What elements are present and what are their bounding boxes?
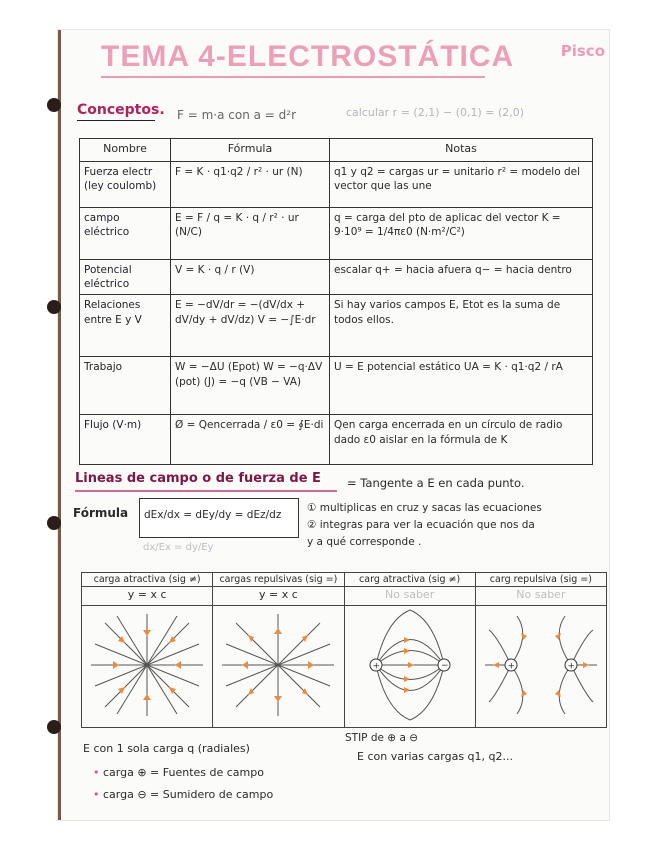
table-row bbox=[80, 295, 593, 357]
outward-field-svg bbox=[214, 606, 342, 724]
multiple-charges-note: E con varias cargas q1, q2... bbox=[357, 750, 514, 763]
row-formula: V = K · q / r (V) bbox=[171, 260, 330, 295]
svg-text:+: + bbox=[372, 661, 380, 672]
col-header: carg repulsiva (sig =) bbox=[475, 573, 606, 587]
row-notes: q1 y q2 = cargas ur = unitario r² = modelo del vector que las une bbox=[330, 162, 593, 208]
row-notes: Si hay varios campos E, Etot es la suma de todos ellos. bbox=[330, 295, 593, 357]
formula-steps bbox=[307, 500, 542, 550]
binder-hole bbox=[47, 98, 61, 112]
outward-field-diagram bbox=[213, 606, 344, 728]
faint-fraction: dx/Ex = dy/Ey bbox=[143, 542, 214, 553]
bullet-positive bbox=[93, 766, 264, 779]
row-formula: Ø = Qencerrada / ε0 = ∮E·di bbox=[171, 415, 330, 465]
binder-hole bbox=[47, 720, 61, 734]
row-formula: E = −dV/dr = −(dV/dx + dV/dy + dV/dz) V = −∫E·dr bbox=[171, 295, 330, 357]
page-title: TEMA 4-ELECTROSTÁTICA bbox=[101, 40, 515, 73]
lineas-heading: Lineas de campo o de fuerza de E bbox=[75, 471, 321, 486]
row-name: Potencial eléctrico bbox=[80, 260, 171, 295]
step-3: y a qué corresponde . bbox=[307, 535, 422, 548]
binder-hole bbox=[47, 516, 61, 530]
row-formula: W = −ΔU (Epot) W = −q·ΔV (pot) (J) = −q (VB − VA) bbox=[171, 357, 330, 415]
row-notes: escalar q+ = hacia afuera q− = hacia dentro bbox=[330, 260, 593, 295]
row-notes: U = E potencial estático UA = K · q1·q2 / rA bbox=[330, 357, 593, 415]
col-header: carga atractiva (sig ≠) bbox=[82, 573, 213, 587]
equation: y = x c bbox=[82, 587, 213, 606]
bullet-negative bbox=[93, 788, 273, 801]
bullet-text: carga ⊖ = Sumidero de campo bbox=[103, 788, 274, 801]
calc-note: calcular r = (2,1) − (0,1) = (2,0) bbox=[346, 106, 525, 119]
step-1: ① multiplicas en cruz y sacas las ecuaciones bbox=[307, 502, 542, 514]
formula-label: Fórmula bbox=[73, 506, 129, 520]
table-row bbox=[80, 260, 593, 295]
col-header-nombre: Nombre bbox=[80, 139, 171, 162]
lineas-note: = Tangente a E en cada punto. bbox=[347, 476, 525, 490]
step-2: ② integras para ver la ecuación que nos da bbox=[307, 518, 535, 531]
dipole-repulsive-svg bbox=[477, 606, 605, 724]
conceptos-underline bbox=[77, 120, 155, 121]
single-charge-note: E con 1 sola carga q (radiales) bbox=[83, 742, 250, 755]
row-name: Relaciones entre E y V bbox=[80, 295, 171, 357]
row-name: Flujo (V·m) bbox=[80, 415, 171, 465]
svg-text:−: − bbox=[440, 661, 449, 671]
bullet-dot-icon: • bbox=[93, 788, 103, 801]
bullet-dot-icon: • bbox=[93, 766, 103, 779]
table-row bbox=[80, 357, 593, 415]
col-header-notas: Notas bbox=[330, 139, 593, 162]
dipole-repulsive-diagram bbox=[475, 606, 606, 728]
row-notes: Qen carga encerrada en un círculo de radio dado ε0 aislar en la fórmula de K bbox=[330, 415, 593, 465]
newton-note: F = m·a con a = d²r bbox=[177, 108, 297, 122]
table-row bbox=[80, 162, 593, 208]
conceptos-heading: Conceptos. bbox=[77, 102, 165, 118]
row-name: Trabajo bbox=[80, 357, 171, 415]
table-row bbox=[80, 208, 593, 260]
stip-note: STIP de ⊕ a ⊖ bbox=[345, 732, 419, 744]
svg-text:+: + bbox=[567, 661, 575, 672]
equation: y = x c bbox=[213, 587, 344, 606]
name-tag: Pisco bbox=[560, 42, 605, 60]
equation: No saber bbox=[344, 587, 475, 606]
binder-hole bbox=[47, 300, 61, 314]
lineas-underline bbox=[75, 490, 337, 492]
row-formula: E = F / q = K · q / r² · ur (N/C) bbox=[171, 208, 330, 260]
bullet-text: carga ⊕ = Fuentes de campo bbox=[103, 766, 264, 779]
dipole-attractive-diagram bbox=[344, 606, 475, 728]
dipole-attractive-svg bbox=[346, 606, 474, 724]
col-header: carg atractiva (sig ≠) bbox=[344, 573, 475, 587]
row-notes: q = carga del pto de aplicac del vector K = 9·10⁹ = 1/4πε0 (N·m²/C²) bbox=[330, 208, 593, 260]
field-lines-table bbox=[81, 572, 607, 728]
field-line-formula: dEx/dx = dEy/dy = dEz/dz bbox=[144, 509, 282, 521]
inward-field-diagram bbox=[82, 606, 213, 728]
col-header: cargas repulsivas (sig =) bbox=[213, 573, 344, 587]
inward-field-svg bbox=[83, 606, 211, 724]
row-name: campo eléctrico bbox=[80, 208, 171, 260]
row-name: Fuerza electr (ley coulomb) bbox=[80, 162, 171, 208]
row-formula: F = K · q1·q2 / r² · ur (N) bbox=[171, 162, 330, 208]
svg-text:+: + bbox=[507, 661, 515, 672]
table-row bbox=[80, 415, 593, 465]
formula-box bbox=[139, 498, 299, 538]
equation: No saber bbox=[475, 587, 606, 606]
concept-table bbox=[79, 138, 593, 465]
title-underline bbox=[101, 76, 485, 78]
notebook-page bbox=[58, 30, 609, 820]
col-header-formula: Fórmula bbox=[171, 139, 330, 162]
